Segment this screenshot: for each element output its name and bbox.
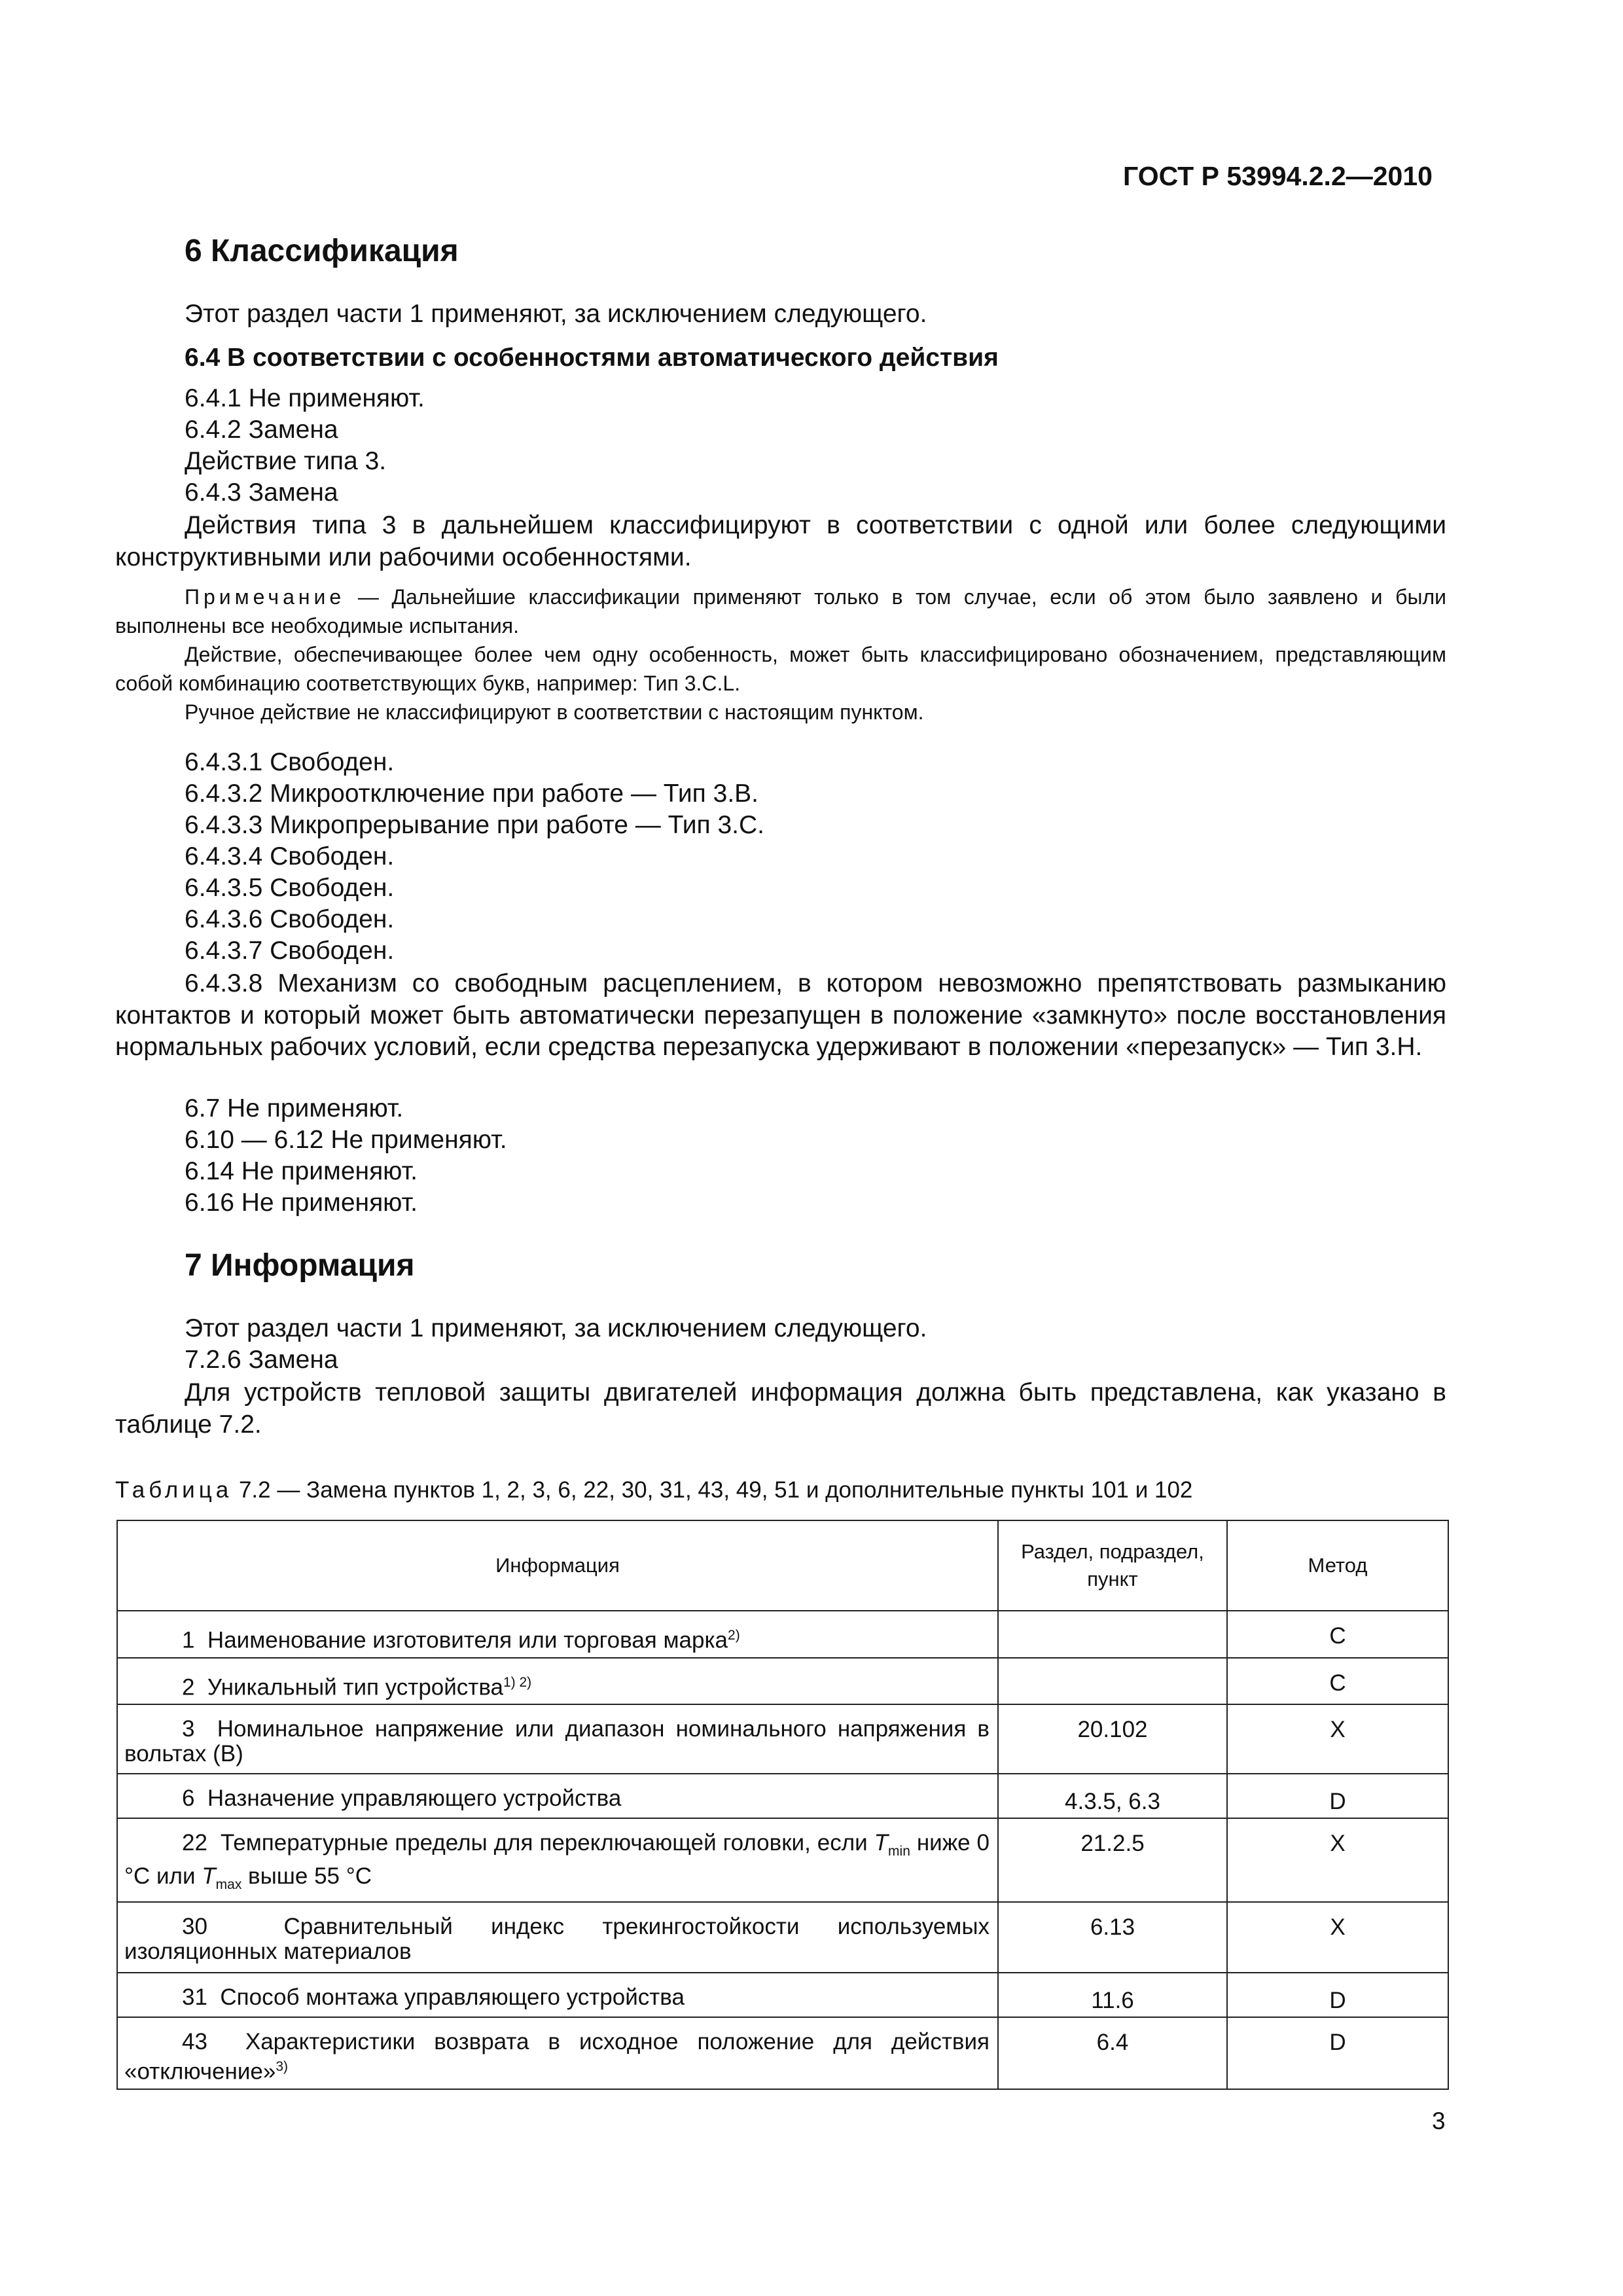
- paragraph-7-2-6: Для устройств тепловой защиты двигателей информация должна быть представлена, как указано в таблице 7.2.: [115, 1378, 1446, 1439]
- item-6-4-3-4: 6.4.3.4 Свободен.: [185, 842, 395, 870]
- paragraph-6-4-3-8: 6.4.3.8 Механизм со свободным расцеплением, в котором невозможно препятствовать размыканию контактов и который может быть автоматически перезапущен в положение «замкнуто» после восстановления нормальных рабочих условий, если средства перезапуска удерживают в положении «перезапуск» — Тип 3.Н.: [115, 969, 1446, 1061]
- table-cell-method: X: [1227, 1902, 1448, 1973]
- table-row: [117, 1658, 1448, 1705]
- section-6-intro: Этот раздел части 1 применяют, за исключением следующего.: [185, 300, 927, 328]
- information-table: [116, 1520, 1449, 2090]
- item-6-4-3-7: 6.4.3.7 Свободен.: [185, 937, 395, 965]
- line-6-14: 6.14 Не применяют.: [185, 1157, 418, 1185]
- table-row: [117, 1611, 1448, 1658]
- line-6-7: 6.7 Не применяют.: [185, 1094, 404, 1122]
- table-cell-method: X: [1227, 1704, 1448, 1774]
- table-cell-info: 1 Наименование изготовителя или торговая марка$^{2)}$: [117, 1611, 998, 1658]
- table-caption-text: 7.2 — Замена пунктов 1, 2, 3, 6, 22, 30, 31, 43, 49, 51 и дополнительные пункты 101 и 102: [232, 1477, 1193, 1503]
- line-action-type: Действие типа 3.: [185, 447, 387, 475]
- table-cell-info: 43 Характеристики возврата в исходное положение для действия «отключение»$^{3)}$: [117, 2017, 998, 2089]
- table-row: [117, 1774, 1448, 1818]
- document-code: ГОСТ Р 53994.2.2—2010: [1123, 161, 1433, 191]
- footnote-ref: 1) 2): [503, 1674, 532, 1690]
- table-cell-section: 6.13: [998, 1902, 1227, 1973]
- table-cell-section: 11.6: [998, 1973, 1227, 2017]
- note-manual: Ручное действие не классифицируют в соответствии с настоящим пунктом.: [185, 700, 924, 724]
- table-cell-method: D: [1227, 1774, 1448, 1818]
- page-number: 3: [1432, 2108, 1446, 2134]
- table-row: [117, 1902, 1448, 1973]
- table-row: [117, 1818, 1448, 1902]
- table-caption: [115, 1477, 1192, 1503]
- note-combination: Действие, обеспечивающее более чем одну особенность, может быть классифицировано обозначением, представляющим собой комбинацию соответствующих букв, например: Тип 3.C.L.: [115, 643, 1446, 695]
- table-header-row: [117, 1520, 1448, 1611]
- header-section: Раздел, подраздел, пункт: [998, 1520, 1227, 1611]
- item-6-4-3-5: 6.4.3.5 Свободен.: [185, 874, 395, 902]
- table-cell-info: 3 Номинальное напряжение или диапазон номинального напряжения в вольтах (B): [117, 1704, 998, 1774]
- section-7-intro: Этот раздел части 1 применяют, за исключением следующего.: [185, 1314, 927, 1342]
- item-6-4-3-3: 6.4.3.3 Микропрерывание при работе — Тип 3.С.: [185, 811, 764, 839]
- table-row: [117, 1973, 1448, 2017]
- footnote-ref: 3): [276, 2059, 288, 2075]
- line-6-4-3: 6.4.3 Замена: [185, 478, 338, 507]
- table-cell-section: [998, 1611, 1227, 1658]
- table-cell-method: D: [1227, 1973, 1448, 2017]
- table-cell-section: [998, 1658, 1227, 1705]
- line-7-2-6: 7.2.6 Замена: [185, 1346, 338, 1374]
- item-6-4-3-6: 6.4.3.6 Свободен.: [185, 905, 395, 933]
- table-cell-method: D: [1227, 2017, 1448, 2089]
- item-6-4-3-1: 6.4.3.1 Свободен.: [185, 748, 395, 776]
- table-cell-method: C: [1227, 1611, 1448, 1658]
- table-row: [117, 2017, 1448, 2089]
- table-cell-section: 4.3.5, 6.3: [998, 1774, 1227, 1818]
- table-cell-method: C: [1227, 1658, 1448, 1705]
- header-method: Метод: [1227, 1520, 1448, 1611]
- table-cell-info: 31 Способ монтажа управляющего устройства: [117, 1973, 998, 2017]
- table-row: [117, 1704, 1448, 1774]
- note-label: Примечание: [185, 585, 346, 609]
- item-6-4-3-2: 6.4.3.2 Микроотключение при работе — Тип 3.В.: [185, 780, 759, 808]
- table-cell-method: X: [1227, 1818, 1448, 1902]
- table-cell-info: 2 Уникальный тип устройства$^{1) 2)}$: [117, 1658, 998, 1705]
- note-text: — Дальнейшие классификации применяют только в том случае, если об этом было заявлено и были выполнены все необходимые испытания.: [115, 585, 1446, 637]
- paragraph-classification: Действия типа 3 в дальнейшем классифицируют в соответствии с одной или более следующими конструктивными или рабочими особенностями.: [115, 511, 1446, 571]
- table-cell-section: 21.2.5: [998, 1818, 1227, 1902]
- section-7-title: 7 Информация: [185, 1248, 415, 1283]
- line-6-4-2: 6.4.2 Замена: [185, 416, 338, 444]
- line-6-16: 6.16 Не применяют.: [185, 1189, 418, 1217]
- subsection-6-4-title: 6.4 В соответствии с особенностями автоматического действия: [185, 344, 999, 372]
- section-6-title: 6 Классификация: [185, 234, 459, 268]
- footnote-ref: 2): [728, 1628, 740, 1643]
- table-cell-info: 22 Температурные пределы для переключающей головки, если $T_{min}$ ниже 0 °C или $T_{max}$ выше 55 °C: [117, 1818, 998, 1902]
- line-6-10-6-12: 6.10 — 6.12 Не применяют.: [185, 1126, 507, 1154]
- line-6-4-1: 6.4.1 Не применяют.: [185, 384, 425, 412]
- table-cell-info: 6 Назначение управляющего устройства: [117, 1774, 998, 1818]
- table-cell-section: 20.102: [998, 1704, 1227, 1774]
- table-cell-info: 30 Сравнительный индекс трекингостойкости используемых изоляционных материалов: [117, 1902, 998, 1973]
- note-block: [115, 583, 1446, 640]
- header-information: Информация: [117, 1520, 998, 1611]
- table-caption-label: Таблица: [115, 1477, 233, 1503]
- table-cell-section: 6.4: [998, 2017, 1227, 2089]
